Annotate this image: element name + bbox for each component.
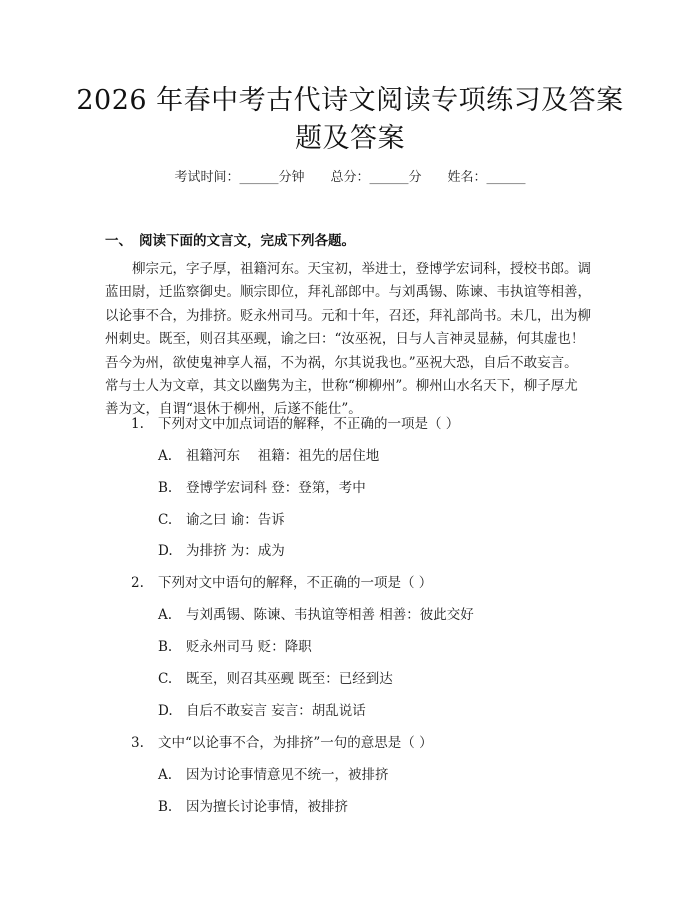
question-2-option-c [158,669,393,689]
exam-time-field: 考试时间：______分钟 [174,170,305,185]
question-2 [131,573,432,593]
document-title-line-2: 题及答案 [295,123,405,154]
option-text: 因为讨论事情意见不统一，被排挤 [186,767,389,783]
option-text: 与刘禹锡、陈谏、韦执谊等相善 相善：彼此交好 [186,607,474,623]
option-text: 登博学宏词科 登：登第，考中 [186,480,366,496]
question-2-option-a [158,605,474,625]
question-number: 2. [131,575,144,591]
option-letter: A. [158,767,173,783]
section-number: 一、 [105,233,132,249]
option-text: 贬永州司马 贬：降职 [186,639,312,655]
question-number: 1. [131,416,144,432]
option-text: 因为擅长讨论事情，被排挤 [186,799,348,815]
section-instruction: 阅读下面的文言文，完成下列各题。 [139,233,355,249]
option-letter: B. [158,639,173,655]
section-heading [105,231,355,251]
exam-name-field: 姓名：______ [447,170,526,185]
question-1 [131,414,459,434]
option-letter: C. [158,671,173,687]
option-letter: A. [158,607,173,623]
option-letter: B. [158,480,173,496]
passage-line: 州刺史。既至，则召其巫觋，谕之曰：“汝巫祝，日与人言神灵显赫，何其虚也！ [105,331,585,348]
passage-line: 善为文，自谓“退休于柳州，后遂不能仕”。 [105,401,362,418]
passage-line: 柳宗元，字子厚，祖籍河东。天宝初，举进士，登博学宏词科，授校书郎。调 [105,261,591,277]
question-text: 下列对文中语句的解释，不正确的一项是（ ） [158,575,433,591]
exam-info [0,168,700,188]
question-2-option-d [158,701,366,721]
question-2-option-b [158,637,312,657]
option-letter: D. [158,703,173,719]
option-letter: B. [158,799,173,815]
question-1-option-d [158,541,285,561]
passage-line: 吾今为州，欲使鬼神享人福，不为祸，尔其说我也。”巫祝大恐，自后不敢妄言。 [105,354,578,371]
passage-line: 以论事不合，为排挤。贬永州司马。元和十年，召还，拜礼部尚书。未几，出为柳 [105,307,591,324]
question-3-option-a [158,765,389,785]
exam-score-field: 总分：______分 [330,170,422,185]
passage-line: 常与士人为文章，其文以幽隽为主，世称“柳柳州”。柳州山水名天下，柳子厚尤 [105,378,578,395]
option-letter: C. [158,512,173,528]
question-1-option-c [158,510,285,530]
option-text: 既至，则召其巫觋 既至：已经到达 [186,671,393,687]
option-text: 祖籍河东 祖籍：祖先的居住地 [186,448,380,464]
option-letter: D. [158,543,173,559]
question-number: 3. [131,735,144,751]
reading-passage [105,258,605,422]
option-text: 自后不敢妄言 妄言：胡乱说话 [186,703,366,719]
question-1-option-a [158,446,379,466]
option-letter: A. [158,448,173,464]
option-text: 谕之曰 谕：告诉 [186,512,285,528]
question-text: 下列对文中加点词语的解释，不正确的一项是（ ） [158,416,460,432]
question-3-option-b [158,797,348,817]
question-3 [131,733,433,753]
passage-line: 蓝田尉，迁监察御史。顺宗即位，拜礼部郎中。与刘禹锡、陈谏、韦执谊等相善， [105,284,591,301]
question-1-option-b [158,478,366,498]
option-text: 为排挤 为：成为 [186,543,285,559]
question-text: 文中“以论事不合，为排挤”一句的意思是（ ） [158,735,433,751]
document-title-line-1: 2026 年春中考古代诗文阅读专项练习及答案 [76,85,624,116]
